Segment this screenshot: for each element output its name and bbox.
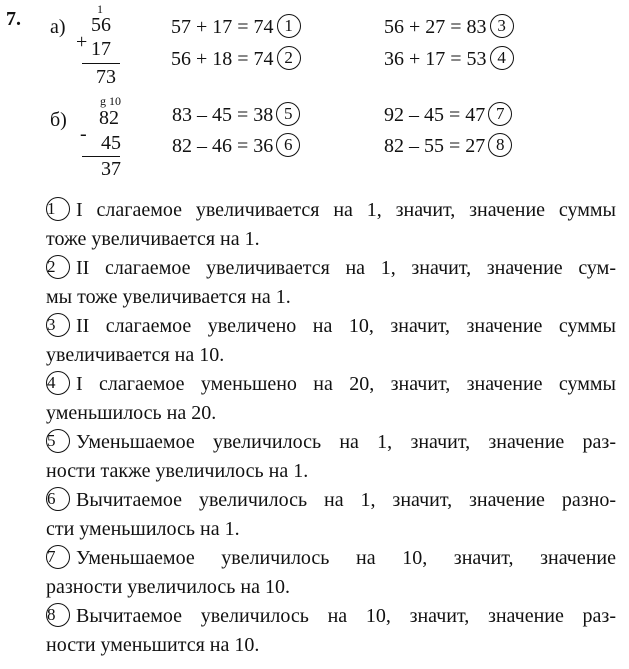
circled-number-icon: 5 — [46, 429, 70, 453]
explanation-2-line-2: мы тоже увеличивается на 1. — [46, 286, 291, 308]
explanation-8-line-1 — [46, 602, 616, 631]
circled-number-icon: 6 — [276, 133, 300, 157]
task-number: 7. — [6, 8, 21, 30]
minus-sign: - — [80, 123, 87, 145]
explanations-list — [46, 196, 616, 660]
circled-number-icon: 5 — [276, 102, 300, 126]
difference-result: 37 — [101, 158, 121, 180]
circled-number-icon: 2 — [277, 46, 301, 70]
explanation-3-line-2: увеличивается на 10. — [46, 344, 225, 366]
equation-text: 92 – 45 = 47 — [384, 104, 486, 126]
explanation-1-line-2: тоже увеличивается на 1. — [46, 228, 260, 250]
equation-4 — [384, 46, 514, 72]
plus-sign: + — [76, 31, 88, 53]
equation-7 — [384, 102, 512, 128]
circled-number-icon: 3 — [46, 313, 70, 337]
explanation-text: II слагаемое увеличивается на 1, значит, значение сум- — [76, 257, 616, 279]
circled-number-icon: 7 — [488, 102, 512, 126]
equation-1 — [171, 14, 301, 40]
circled-number-icon: 6 — [46, 487, 70, 511]
circled-number-icon: 2 — [46, 255, 70, 279]
equation-text: 83 – 45 = 38 — [172, 104, 274, 126]
addend-1: 56 — [91, 14, 111, 36]
sum-result: 73 — [96, 66, 116, 88]
sum-line — [82, 63, 120, 64]
minuend: 82 — [99, 107, 119, 129]
circled-number-icon: 1 — [46, 197, 70, 221]
explanation-5-line-2: ности также увеличилось на 1. — [46, 460, 309, 482]
explanation-7-line-2: разности увеличилось на 10. — [46, 576, 291, 598]
circled-number-icon: 4 — [490, 46, 514, 70]
explanation-6-line-1 — [46, 486, 616, 515]
equation-3 — [384, 14, 514, 40]
equation-text: 56 + 27 = 83 — [384, 16, 487, 38]
explanation-text: Уменьшаемое увеличилось на 10, значит, значение — [76, 547, 616, 569]
circled-number-icon: 4 — [46, 371, 70, 395]
circled-number-icon: 7 — [46, 545, 70, 569]
equation-text: 82 – 55 = 27 — [384, 135, 486, 157]
explanation-4-line-2: уменьшилось на 20. — [46, 402, 217, 424]
explanation-text: II слагаемое увеличено на 10, значит, значение суммы — [76, 315, 616, 337]
explanation-text: Вычитаемое увеличилось на 10, значит, значение раз- — [76, 605, 616, 627]
carry-digit: 1 — [97, 2, 103, 16]
difference-line — [82, 156, 120, 157]
explanation-6-line-2: сти уменьшилось на 1. — [46, 518, 240, 540]
equation-5 — [172, 102, 300, 128]
explanation-2-line-1 — [46, 254, 616, 283]
equation-text: 36 + 17 = 53 — [384, 48, 487, 70]
equation-text: 56 + 18 = 74 — [171, 48, 274, 70]
equation-2 — [171, 46, 301, 72]
equation-6 — [172, 133, 300, 159]
explanation-text: Уменьшаемое увеличилось на 1, значит, значение раз- — [76, 431, 616, 453]
circled-number-icon: 8 — [46, 603, 70, 627]
explanation-text: I слагаемое уменьшено на 20, значит, значение суммы — [76, 373, 616, 395]
explanation-7-line-1 — [46, 544, 616, 573]
equation-text: 82 – 46 = 36 — [172, 135, 274, 157]
circled-number-icon: 1 — [277, 14, 301, 38]
part-a-label: а) — [50, 16, 66, 38]
explanation-3-line-1 — [46, 312, 616, 341]
explanation-8-line-2: ности уменьшится на 10. — [46, 634, 260, 656]
borrow-mark: g 10 — [100, 94, 121, 108]
circled-number-icon: 8 — [488, 133, 512, 157]
explanation-1-line-1 — [46, 196, 616, 225]
equation-text: 57 + 17 = 74 — [171, 16, 274, 38]
equation-8 — [384, 133, 512, 159]
addend-2: 17 — [91, 38, 111, 60]
subtrahend: 45 — [101, 132, 121, 154]
circled-number-icon: 3 — [490, 14, 514, 38]
explanation-text: I слагаемое увеличивается на 1, значит, значение суммы — [76, 199, 616, 221]
explanation-4-line-1 — [46, 370, 616, 399]
part-b-label: б) — [50, 109, 67, 131]
explanation-5-line-1 — [46, 428, 616, 457]
explanation-text: Вычитаемое увеличилось на 1, значит, значение разно- — [76, 489, 616, 511]
